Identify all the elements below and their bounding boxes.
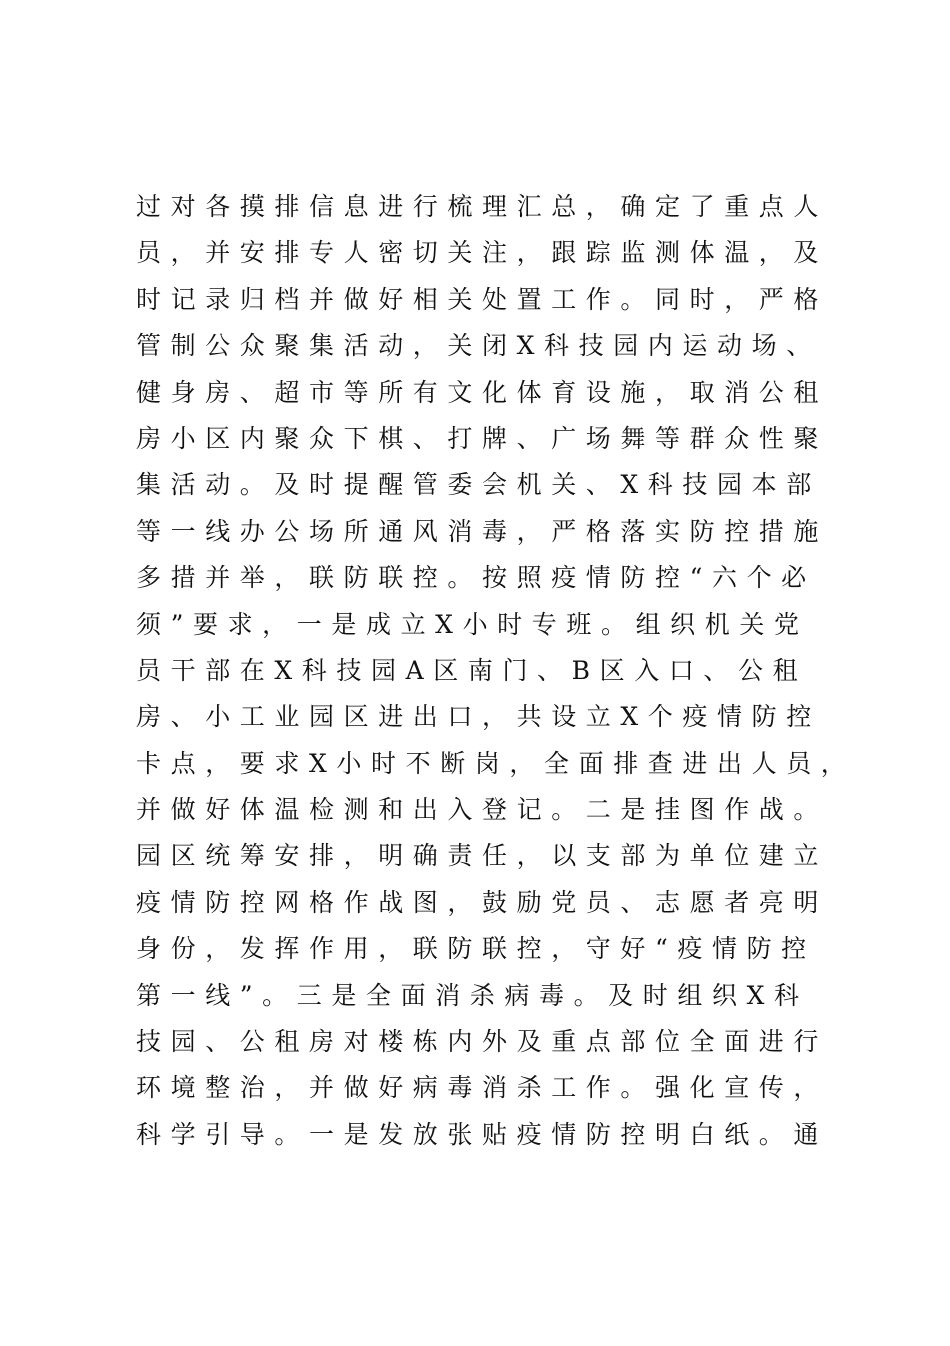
text-line: 园区统筹安排，明确责任，以支部为单位建立 bbox=[136, 841, 829, 871]
text-line: 员干部在X科技园A区南门、B区入口、公租 bbox=[136, 655, 808, 685]
text-line: 须”要求，一是成立X小时专班。组织机关党 bbox=[136, 609, 809, 639]
text-line: 时记录归档并做好相关处置工作。同时，严格 bbox=[136, 284, 829, 314]
body-paragraph bbox=[136, 184, 856, 1158]
text-line: 疫情防控网格作战图，鼓励党员、志愿者亮明 bbox=[136, 887, 829, 917]
text-line: 房、小工业园区进出口，共设立X个疫情防控 bbox=[136, 702, 821, 732]
text-line: 员，并安排专人密切关注，跟踪监测体温，及 bbox=[136, 238, 829, 268]
text-line: 管制公众聚集活动，关闭X科技园内运动场、 bbox=[136, 331, 821, 361]
text-line: 第一线”。三是全面消杀病毒。及时组织X科 bbox=[136, 980, 809, 1010]
text-line: 等一线办公场所通风消毒，严格落实防控措施 bbox=[136, 516, 829, 546]
text-line: 身份，发挥作用，联防联控，守好“疫情防控 bbox=[136, 934, 816, 964]
text-line: 房小区内聚众下棋、打牌、广场舞等群众性聚 bbox=[136, 423, 829, 453]
text-line: 并做好体温检测和出入登记。二是挂图作战。 bbox=[136, 795, 829, 825]
text-line: 环境整治，并做好病毒消杀工作。强化宣传， bbox=[136, 1073, 829, 1103]
text-line: 技园、公租房对楼栋内外及重点部位全面进行 bbox=[136, 1027, 829, 1057]
text-line: 集活动。及时提醒管委会机关、X科技园本部 bbox=[136, 470, 821, 500]
text-line: 健身房、超市等所有文化体育设施，取消公租 bbox=[136, 377, 829, 407]
text-line: 多措并举，联防联控。按照疫情防控“六个必 bbox=[136, 563, 816, 593]
text-line: 过对各摸排信息进行梳理汇总，确定了重点人 bbox=[136, 192, 829, 221]
text-line: 卡点，要求X小时不断岗，全面排查进出人员， bbox=[136, 748, 856, 778]
text-line: 科学引导。一是发放张贴疫情防控明白纸。通 bbox=[136, 1119, 829, 1149]
